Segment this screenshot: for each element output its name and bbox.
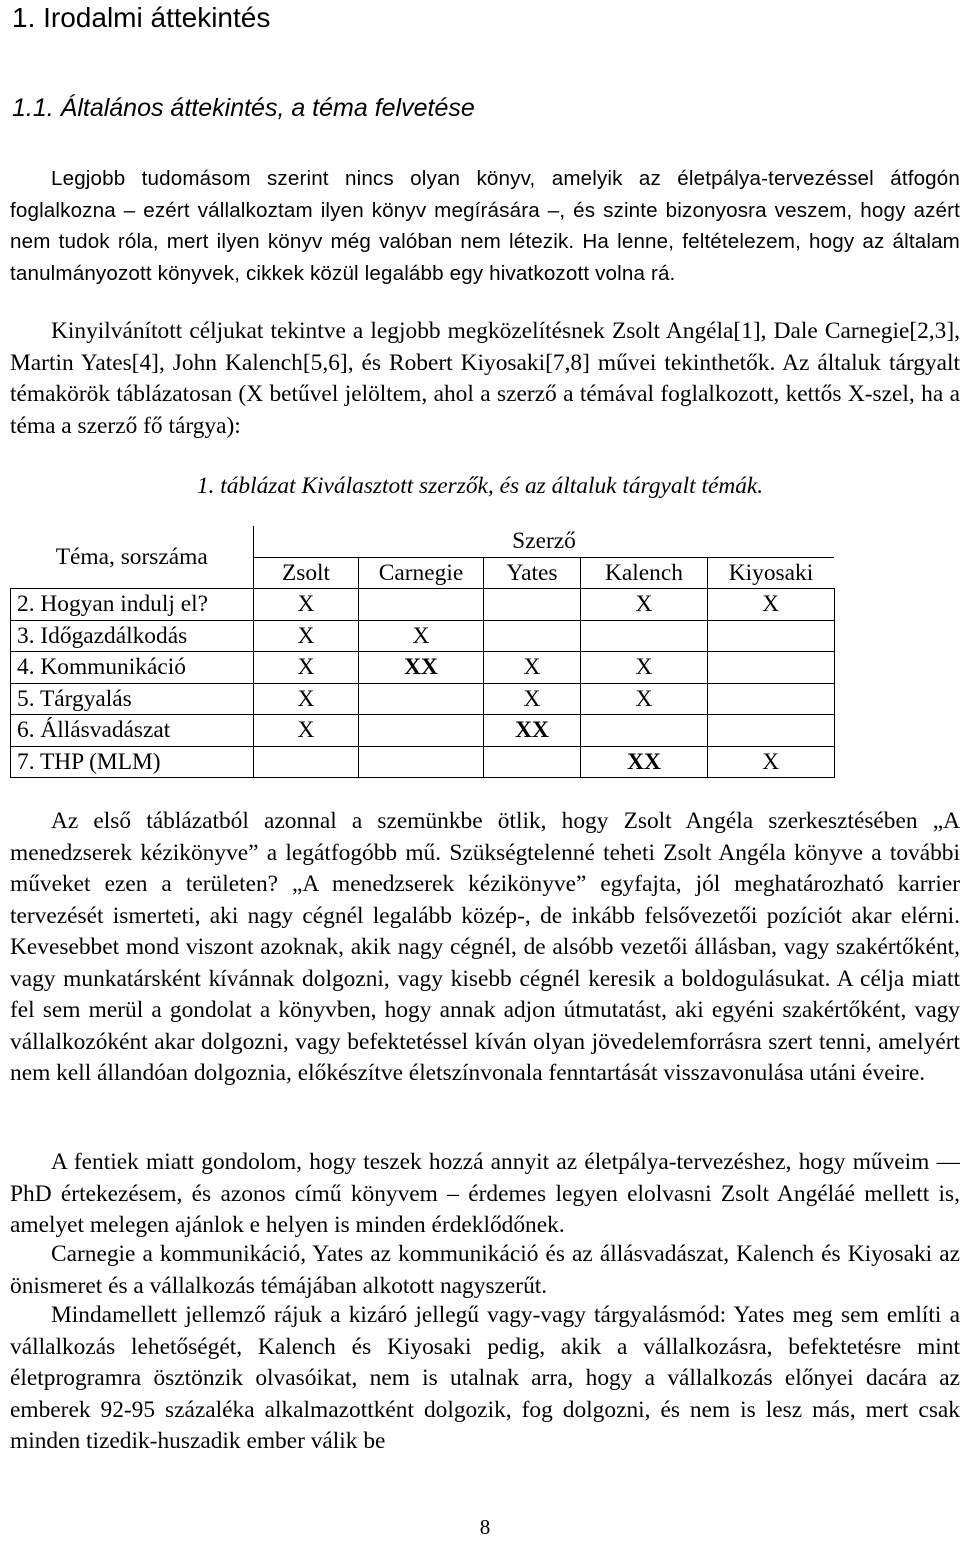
table-cell xyxy=(484,746,581,778)
table-cell xyxy=(484,589,581,621)
author-header-kiyosaki: Kiyosaki xyxy=(708,557,835,589)
author-group-header: Szerző xyxy=(254,526,835,557)
table-cell xyxy=(708,715,835,747)
topic-cell: 2. Hogyan indulj el? xyxy=(11,589,254,621)
table-cell: X xyxy=(254,589,359,621)
analysis-paragraph: Az első táblázatból azonnal a szemünkbe ötlik, hogy Zsolt Angéla szerkesztésében „A menedzserek kézikönyve” a legátfogóbb mű. Szükségtelenné teheti Zsolt Angéla könyve a további műveket ezen a területen? „A menedzserek kézikönyve” egyfajta, jól meghatározható karrier tervezését ismerteti, aki nagy cégnél legalább közép-, de inkább felsővezetői pozíciót akar elérni. Kevesebbet mond viszont azoknak, akik nagy cégnél, de alsóbb vezetői állásban, vagy szakértőként, vagy munkatársként kívánnak dolgozni, vagy kisebb cégnél keresik a boldogulásukat. A célja miatt fel sem merül a gondolat a könyvben, hogy annak adjon útmutatást, aki egyéni szakértőként, vagy vállalkozóként akar dolgozni, vagy befektetéssel kíván olyan jövedelemforrásra szert tenni, amelyért nem kell állandóan dolgoznia, előkészítve életszínvonala fenntartását visszavonulása utáni éveire. xyxy=(10,808,960,1086)
author-header-zsolt: Zsolt xyxy=(254,557,359,589)
table-cell xyxy=(581,620,708,652)
table-cell: X xyxy=(484,652,581,684)
topic-cell: 3. Időgazdálkodás xyxy=(11,620,254,652)
table-cell xyxy=(484,620,581,652)
table-cell xyxy=(359,746,484,778)
table-row xyxy=(11,715,835,747)
section-heading: 1. Irodalmi áttekintés xyxy=(12,2,271,33)
table-cell: X xyxy=(254,620,359,652)
topic-cell: 4. Kommunikáció xyxy=(11,652,254,684)
subsection-heading: 1.1. Általános áttekintés, a téma felvetése xyxy=(12,94,475,122)
table-cell: X xyxy=(581,652,708,684)
table-cell: X xyxy=(254,715,359,747)
authors-paragraph: Kinyilvánított céljukat tekintve a legjobb megközelítésnek Zsolt Angéla[1], Dale Carnegie[2,3], Martin Yates[4], John Kalench[5,6], és Robert Kiyosaki[7,8] művei tekinthetők. Az általuk tárgyalt témakörök táblázatosan (X betűvel jelöltem, ahol a szerző a témával foglalkozott, kettős X-szel, ha a téma a szerző fő tárgya): xyxy=(10,318,960,439)
table-cell xyxy=(708,683,835,715)
table-caption: 1. táblázat Kiválasztott szerzők, és az általuk tárgyalt témák. xyxy=(196,473,764,499)
topic-column-header: Téma, sorszáma xyxy=(11,526,254,589)
table-cell xyxy=(359,683,484,715)
table-cell: X xyxy=(708,589,835,621)
table-cell: X xyxy=(359,620,484,652)
authors-topics-table xyxy=(10,526,835,778)
table-row xyxy=(11,683,835,715)
intro-paragraph: Legjobb tudomásom szerint nincs olyan könyv, amelyik az életpálya-tervezéssel átfogón foglalkozna – ezért vállalkoztam ilyen könyv megírására –, és szinte bizonyosra veszem, hogy azért nem tudok róla, mert ilyen könyv még valóban nem létezik. Ha lenne, feltételezem, hogy az általam tanulmányozott könyvek, cikkek közül legalább egy hivatkozott volna rá. xyxy=(10,167,960,285)
table-cell: X xyxy=(581,589,708,621)
table-header-row xyxy=(11,526,835,557)
contribution-paragraph: A fentiek miatt gondolom, hogy teszek hozzá annyit az életpálya-tervezéshez, hogy műveim — PhD értekezésem, és azonos című könyvem – érdemes legyen elolvasni Zsolt Angéláé mellett is, amelyet melegen ajánlok e helyen is minden érdeklődőnek. xyxy=(10,1149,960,1238)
table-cell: X xyxy=(708,746,835,778)
topic-cell: 5. Tárgyalás xyxy=(11,683,254,715)
table-row xyxy=(11,652,835,684)
topic-cell: 7. THP (MLM) xyxy=(11,746,254,778)
table-cell: X xyxy=(581,683,708,715)
table-row xyxy=(11,620,835,652)
table-cell: X xyxy=(254,652,359,684)
author-header-yates: Yates xyxy=(484,557,581,589)
table-row xyxy=(11,589,835,621)
page-number: 8 xyxy=(479,1515,491,1539)
table-cell: XX xyxy=(484,715,581,747)
table-cell xyxy=(708,652,835,684)
authors-strengths-paragraph: Carnegie a kommunikáció, Yates az kommunikáció és az állásvadászat, Kalench és Kiyosaki az önismeret és a vállalkozás témájában alkotott nagyszerűt. xyxy=(10,1241,960,1299)
author-header-kalench: Kalench xyxy=(581,557,708,589)
table-cell xyxy=(359,715,484,747)
either-or-paragraph: Mindamellett jellemző rájuk a kizáró jellegű vagy-vagy tárgyalásmód: Yates meg sem említi a vállalkozás lehetőségét, Kalench és Kiyosaki pedig, akik a vállalkozásra, befektetésre mint életprogramra ösztönzik olvasóikat, nem is utalnak arra, hogy a vállalkozás előnyei dacára az emberek 92-95 százaléka alkalmazottként dolgozik, fog dolgozni, és nem is lesz más, mert csak minden tizedik-huszadik ember válik be xyxy=(10,1302,960,1454)
table-cell: X xyxy=(484,683,581,715)
table-row xyxy=(11,746,835,778)
table-cell xyxy=(708,620,835,652)
table-cell: XX xyxy=(359,652,484,684)
topic-cell: 6. Állásvadászat xyxy=(11,715,254,747)
table-cell: X xyxy=(254,683,359,715)
table-cell xyxy=(581,715,708,747)
table-cell: XX xyxy=(581,746,708,778)
table-cell xyxy=(359,589,484,621)
author-header-carnegie: Carnegie xyxy=(359,557,484,589)
table-cell xyxy=(254,746,359,778)
